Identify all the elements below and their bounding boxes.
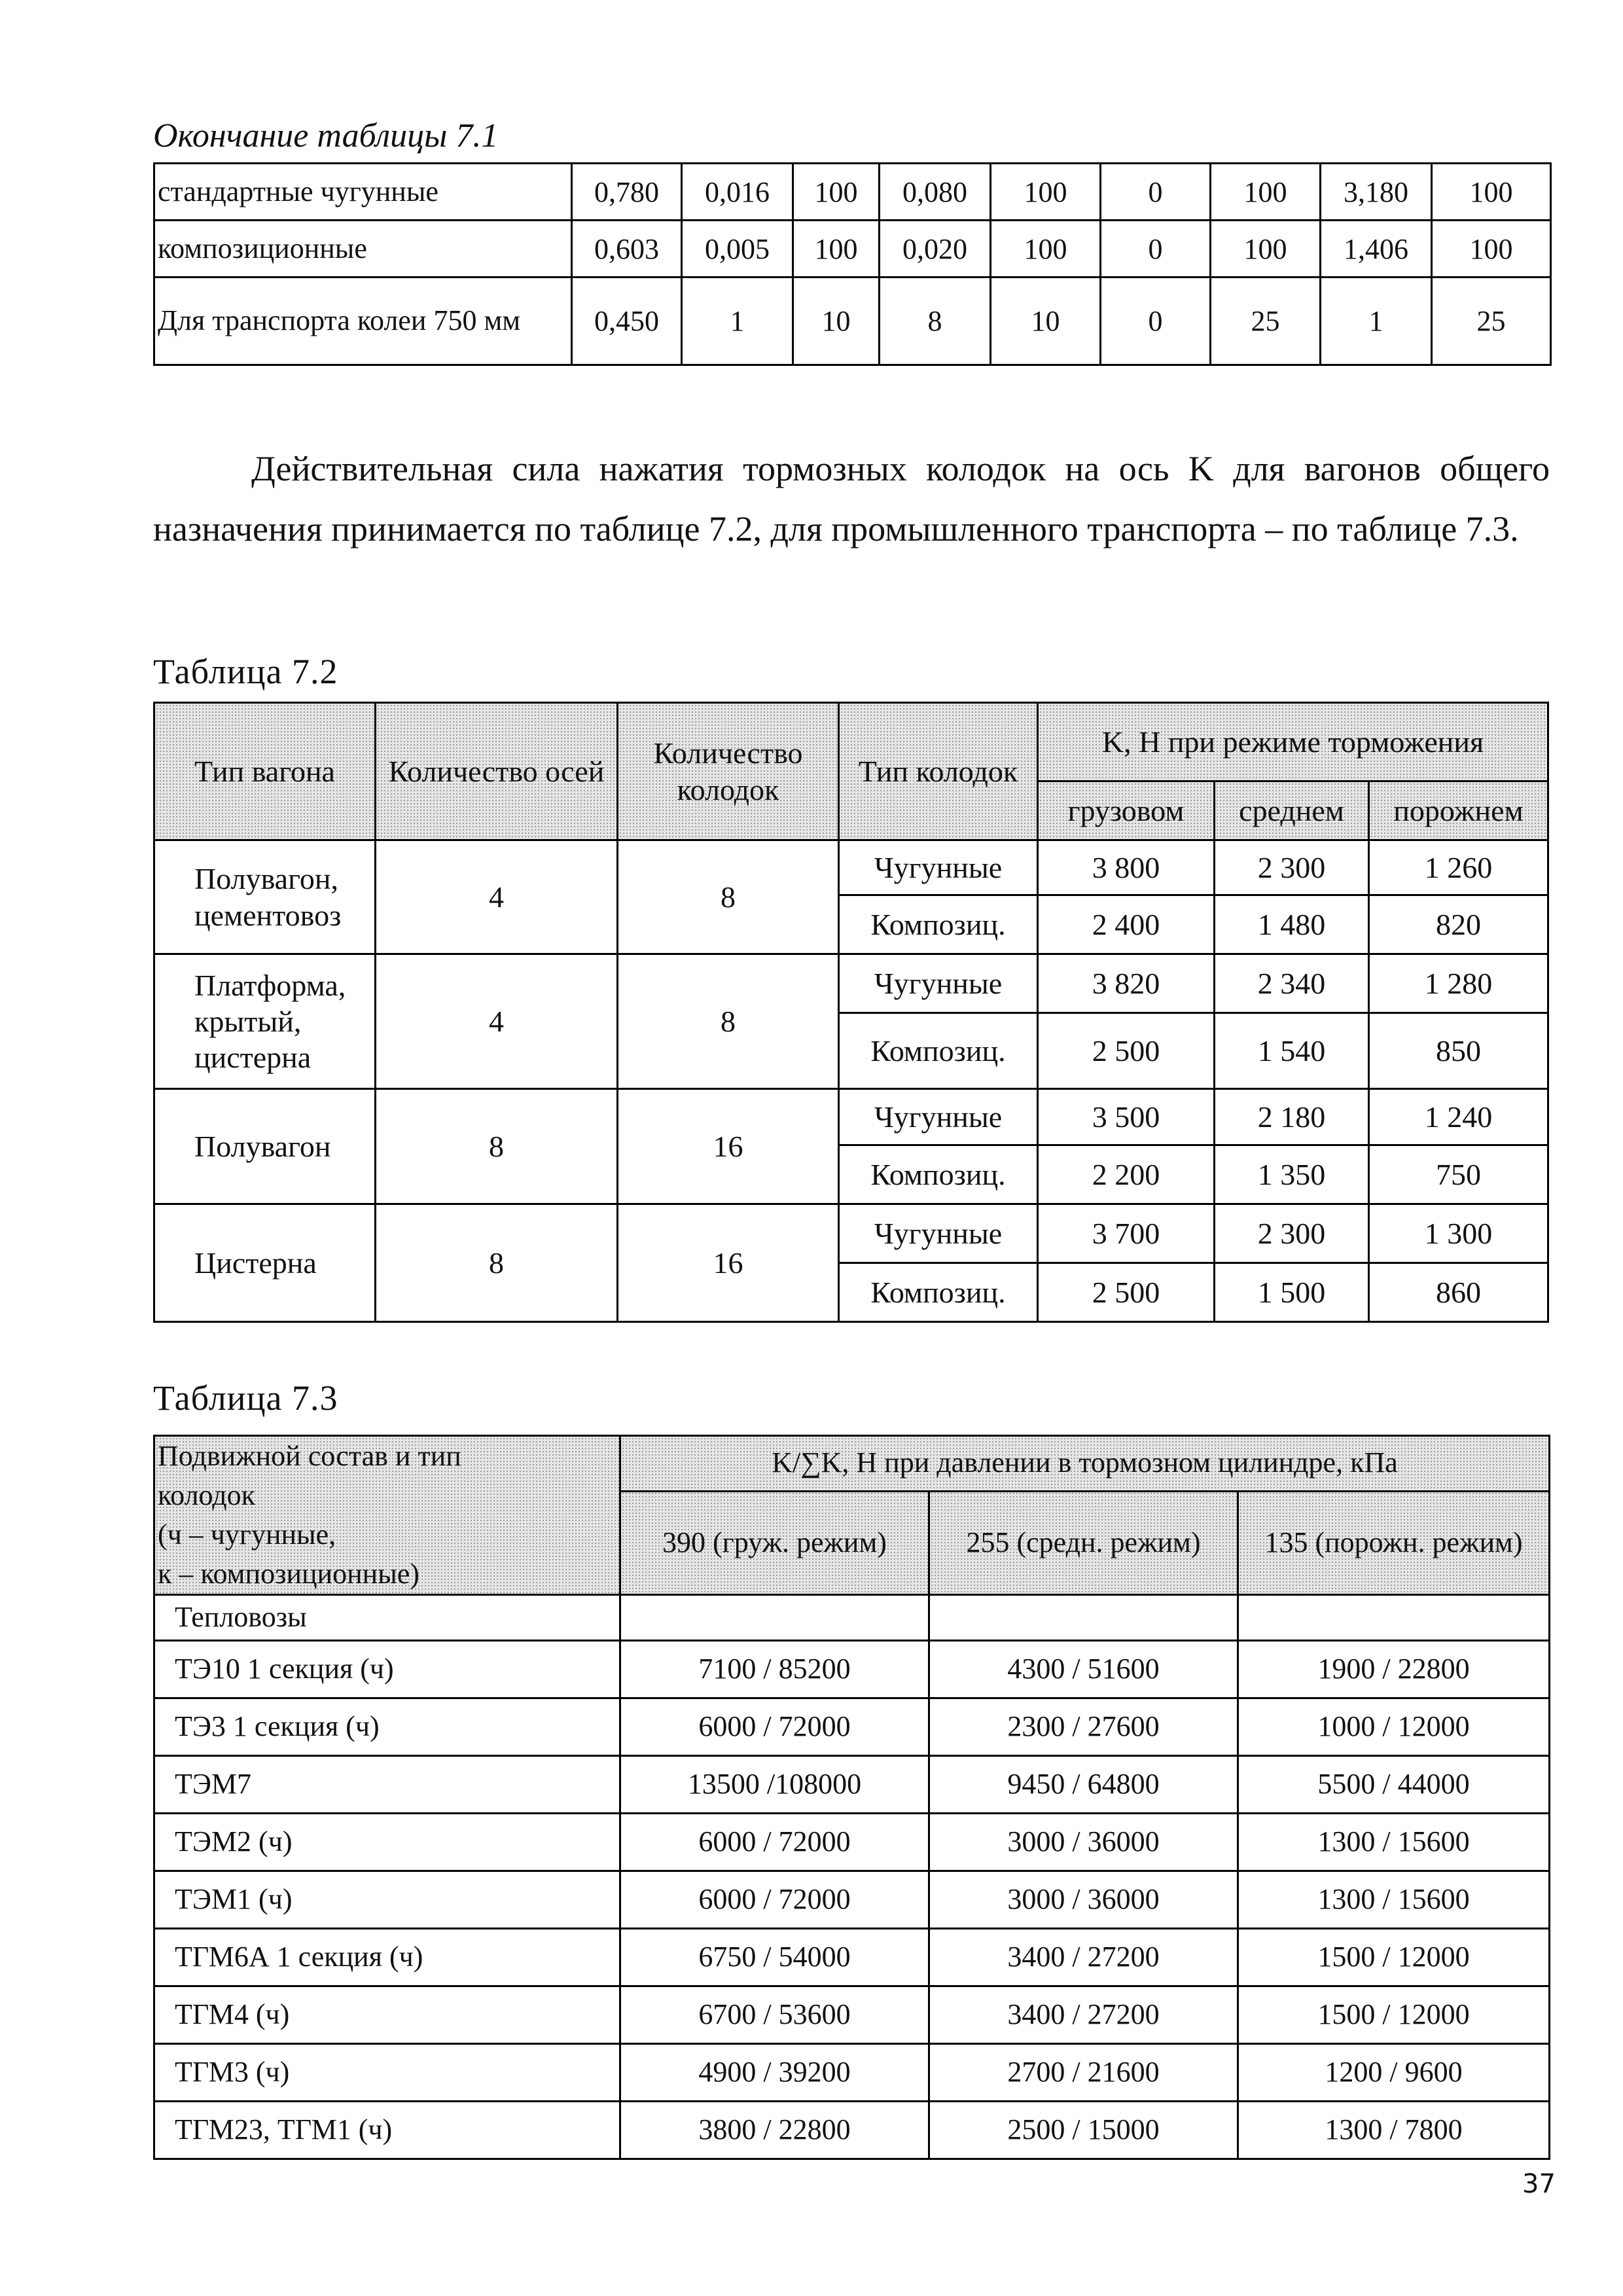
locomotive-name: ТГМ3 (ч) bbox=[154, 2044, 620, 2102]
pad-type-cell: Чугунные bbox=[839, 954, 1038, 1013]
empty-cell bbox=[929, 1595, 1238, 1641]
header-mode-loaded: грузовом bbox=[1038, 781, 1215, 840]
table-cell: 100 bbox=[991, 221, 1101, 278]
table-row bbox=[154, 954, 1548, 1013]
axles-cell: 4 bbox=[376, 840, 618, 954]
force-value-cell: 3000 / 36000 bbox=[929, 1871, 1238, 1929]
table-row bbox=[154, 1986, 1550, 2044]
pad-type-cell: Чугунные bbox=[839, 1204, 1038, 1263]
header-p390: 390 (груж. режим) bbox=[620, 1491, 929, 1594]
force-value-cell: 2500 / 15000 bbox=[929, 2102, 1238, 2159]
force-value-cell: 3 700 bbox=[1038, 1204, 1215, 1263]
header-wagon-type: Тип вагона bbox=[154, 703, 376, 840]
table-cell: 0,080 bbox=[880, 164, 991, 221]
table-row bbox=[154, 1756, 1550, 1814]
force-value-cell: 6750 / 54000 bbox=[620, 1929, 929, 1986]
axles-cell: 8 bbox=[376, 1089, 618, 1204]
pads-cell: 8 bbox=[618, 954, 839, 1089]
force-value-cell: 3000 / 36000 bbox=[929, 1814, 1238, 1871]
wagon-type-cell: Полувагон bbox=[154, 1089, 376, 1204]
force-value-cell: 6000 / 72000 bbox=[620, 1814, 929, 1871]
empty-cell bbox=[1238, 1595, 1550, 1641]
table-cell: 0 bbox=[1101, 278, 1211, 365]
table-cell: 0,603 bbox=[572, 221, 682, 278]
force-value-cell: 850 bbox=[1369, 1013, 1548, 1089]
locomotive-name: ТЭ3 1 секция (ч) bbox=[154, 1698, 620, 1756]
table-cell: 100 bbox=[1432, 164, 1551, 221]
pad-type-cell: Чугунные bbox=[839, 1089, 1038, 1145]
force-value-cell: 3 500 bbox=[1038, 1089, 1215, 1145]
force-value-cell: 1500 / 12000 bbox=[1238, 1986, 1550, 2044]
table-cell: 100 bbox=[1432, 221, 1551, 278]
force-value-cell: 2700 / 21600 bbox=[929, 2044, 1238, 2102]
force-value-cell: 2300 / 27600 bbox=[929, 1698, 1238, 1756]
table-7-1 bbox=[153, 162, 1552, 366]
force-value-cell: 3400 / 27200 bbox=[929, 1929, 1238, 1986]
header-rolling-stock bbox=[154, 1436, 620, 1595]
empty-cell bbox=[620, 1595, 929, 1641]
table-row bbox=[154, 1814, 1550, 1871]
pads-cell: 8 bbox=[618, 840, 839, 954]
table-row bbox=[154, 278, 1551, 365]
locomotive-name: ТГМ6А 1 секция (ч) bbox=[154, 1929, 620, 1986]
force-value-cell: 2 500 bbox=[1038, 1263, 1215, 1322]
force-value-cell: 4900 / 39200 bbox=[620, 2044, 929, 2102]
force-value-cell: 1900 / 22800 bbox=[1238, 1641, 1550, 1698]
header-pressure: K/∑K, Н при давлении в тормозном цилиндре, кПа bbox=[620, 1436, 1550, 1492]
force-value-cell: 4300 / 51600 bbox=[929, 1641, 1238, 1698]
pad-type-cell: Композиц. bbox=[839, 1013, 1038, 1089]
pad-type-cell: Композиц. bbox=[839, 1263, 1038, 1322]
locomotive-name: ТЭМ1 (ч) bbox=[154, 1871, 620, 1929]
force-value-cell: 5500 / 44000 bbox=[1238, 1756, 1550, 1814]
force-value-cell: 1 500 bbox=[1215, 1263, 1369, 1322]
force-value-cell: 2 300 bbox=[1215, 1204, 1369, 1263]
force-value-cell: 1 240 bbox=[1369, 1089, 1548, 1145]
table-row bbox=[154, 1204, 1548, 1263]
force-value-cell: 3800 / 22800 bbox=[620, 2102, 929, 2159]
force-value-cell: 3 800 bbox=[1038, 840, 1215, 895]
table-cell: 100 bbox=[1211, 164, 1321, 221]
header-rolling-stock-line: Подвижной состав и тип bbox=[158, 1440, 461, 1472]
force-value-cell: 820 bbox=[1369, 895, 1548, 954]
force-value-cell: 2 340 bbox=[1215, 954, 1369, 1013]
table-cell: 100 bbox=[793, 221, 880, 278]
force-value-cell: 1 260 bbox=[1369, 840, 1548, 895]
pad-type-cell: Композиц. bbox=[839, 895, 1038, 954]
header-p255: 255 (средн. режим) bbox=[929, 1491, 1238, 1594]
header-rolling-stock-line: (ч – чугунные, bbox=[158, 1518, 336, 1551]
row-label: композиционные bbox=[154, 221, 572, 278]
header-rolling-stock-line: к – композиционные) bbox=[158, 1558, 419, 1590]
axles-cell: 8 bbox=[376, 1204, 618, 1322]
pads-cell: 16 bbox=[618, 1204, 839, 1322]
header-p135: 135 (порожн. режим) bbox=[1238, 1491, 1550, 1594]
table-cell: 0,450 bbox=[572, 278, 682, 365]
pad-type-cell: Чугунные bbox=[839, 840, 1038, 895]
table-row bbox=[154, 1641, 1550, 1698]
table-7-1-caption: Окончание таблицы 7.1 bbox=[153, 117, 499, 154]
force-value-cell: 7100 / 85200 bbox=[620, 1641, 929, 1698]
force-value-cell: 1 300 bbox=[1369, 1204, 1548, 1263]
header-rolling-stock-line: колодок bbox=[158, 1479, 256, 1511]
force-value-cell: 1300 / 7800 bbox=[1238, 2102, 1550, 2159]
force-value-cell: 1 480 bbox=[1215, 895, 1369, 954]
table-cell: 0 bbox=[1101, 164, 1211, 221]
table-row bbox=[154, 1929, 1550, 1986]
locomotive-name: ТГМ23, ТГМ1 (ч) bbox=[154, 2102, 620, 2159]
table-7-2-caption: Таблица 7.2 bbox=[153, 652, 338, 691]
force-value-cell: 750 bbox=[1369, 1145, 1548, 1204]
force-value-cell: 1300 / 15600 bbox=[1238, 1814, 1550, 1871]
row-label: стандартные чугунные bbox=[154, 164, 572, 221]
table-cell: 10 bbox=[793, 278, 880, 365]
table-cell: 100 bbox=[991, 164, 1101, 221]
force-value-cell: 13500 /108000 bbox=[620, 1756, 929, 1814]
header-pads: Количество колодок bbox=[618, 703, 839, 840]
table-cell: 0,016 bbox=[682, 164, 793, 221]
section-label: Тепловозы bbox=[154, 1595, 620, 1641]
page-number: 37 bbox=[1522, 2169, 1556, 2199]
table-cell: 1 bbox=[1321, 278, 1432, 365]
force-value-cell: 860 bbox=[1369, 1263, 1548, 1322]
body-paragraph: Действительная сила нажатия тормозных колодок на ось K для вагонов общего назначения принимается по таблице 7.2, для промышленного транспорта – по таблице 7.3. bbox=[153, 449, 1550, 548]
header-mode-medium: среднем bbox=[1215, 781, 1369, 840]
force-value-cell: 1200 / 9600 bbox=[1238, 2044, 1550, 2102]
pads-cell: 16 bbox=[618, 1089, 839, 1204]
force-value-cell: 3 820 bbox=[1038, 954, 1215, 1013]
locomotive-name: ТЭМ7 bbox=[154, 1756, 620, 1814]
header-pad-type: Тип колодок bbox=[839, 703, 1038, 840]
table-cell: 0,020 bbox=[880, 221, 991, 278]
force-value-cell: 1300 / 15600 bbox=[1238, 1871, 1550, 1929]
wagon-type-cell: Полувагон, цементовоз bbox=[154, 840, 376, 954]
pad-type-cell: Композиц. bbox=[839, 1145, 1038, 1204]
table-row bbox=[154, 164, 1551, 221]
table-row bbox=[154, 1871, 1550, 1929]
table-cell: 1,406 bbox=[1321, 221, 1432, 278]
force-value-cell: 2 400 bbox=[1038, 895, 1215, 954]
table-cell: 25 bbox=[1211, 278, 1321, 365]
locomotive-name: ТЭ10 1 секция (ч) bbox=[154, 1641, 620, 1698]
force-value-cell: 6700 / 53600 bbox=[620, 1986, 929, 2044]
force-value-cell: 3400 / 27200 bbox=[929, 1986, 1238, 2044]
table-row bbox=[154, 840, 1548, 895]
header-mode-empty: порожнем bbox=[1369, 781, 1548, 840]
table-7-3 bbox=[153, 1435, 1550, 2160]
table-row bbox=[154, 2102, 1550, 2159]
header-axles: Количество осей bbox=[376, 703, 618, 840]
table-cell: 25 bbox=[1432, 278, 1551, 365]
axles-cell: 4 bbox=[376, 954, 618, 1089]
locomotive-name: ТЭМ2 (ч) bbox=[154, 1814, 620, 1871]
table-row bbox=[154, 2044, 1550, 2102]
table-row bbox=[154, 1089, 1548, 1145]
table-cell: 0,005 bbox=[682, 221, 793, 278]
wagon-type-cell: Цистерна bbox=[154, 1204, 376, 1322]
table-cell: 10 bbox=[991, 278, 1101, 365]
locomotive-name: ТГМ4 (ч) bbox=[154, 1986, 620, 2044]
table-row bbox=[154, 221, 1551, 278]
force-value-cell: 9450 / 64800 bbox=[929, 1756, 1238, 1814]
wagon-type-cell: Платформа, крытый, цистерна bbox=[154, 954, 376, 1089]
force-value-cell: 6000 / 72000 bbox=[620, 1698, 929, 1756]
force-value-cell: 6000 / 72000 bbox=[620, 1871, 929, 1929]
force-value-cell: 1500 / 12000 bbox=[1238, 1929, 1550, 1986]
table-cell: 3,180 bbox=[1321, 164, 1432, 221]
table-cell: 100 bbox=[1211, 221, 1321, 278]
force-value-cell: 2 180 bbox=[1215, 1089, 1369, 1145]
force-value-cell: 1 540 bbox=[1215, 1013, 1369, 1089]
table-cell: 0,780 bbox=[572, 164, 682, 221]
force-value-cell: 2 500 bbox=[1038, 1013, 1215, 1089]
force-value-cell: 1 350 bbox=[1215, 1145, 1369, 1204]
table-cell: 1 bbox=[682, 278, 793, 365]
header-force: K, Н при режиме торможения bbox=[1038, 703, 1548, 781]
table-cell: 8 bbox=[880, 278, 991, 365]
force-value-cell: 1 280 bbox=[1369, 954, 1548, 1013]
force-value-cell: 1000 / 12000 bbox=[1238, 1698, 1550, 1756]
table-cell: 0 bbox=[1101, 221, 1211, 278]
table-7-3-caption: Таблица 7.3 bbox=[153, 1378, 338, 1418]
table-7-2 bbox=[153, 702, 1549, 1323]
force-value-cell: 2 300 bbox=[1215, 840, 1369, 895]
row-label: Для транспорта колеи 750 мм bbox=[154, 278, 572, 365]
table-row bbox=[154, 1698, 1550, 1756]
force-value-cell: 2 200 bbox=[1038, 1145, 1215, 1204]
table-cell: 100 bbox=[793, 164, 880, 221]
